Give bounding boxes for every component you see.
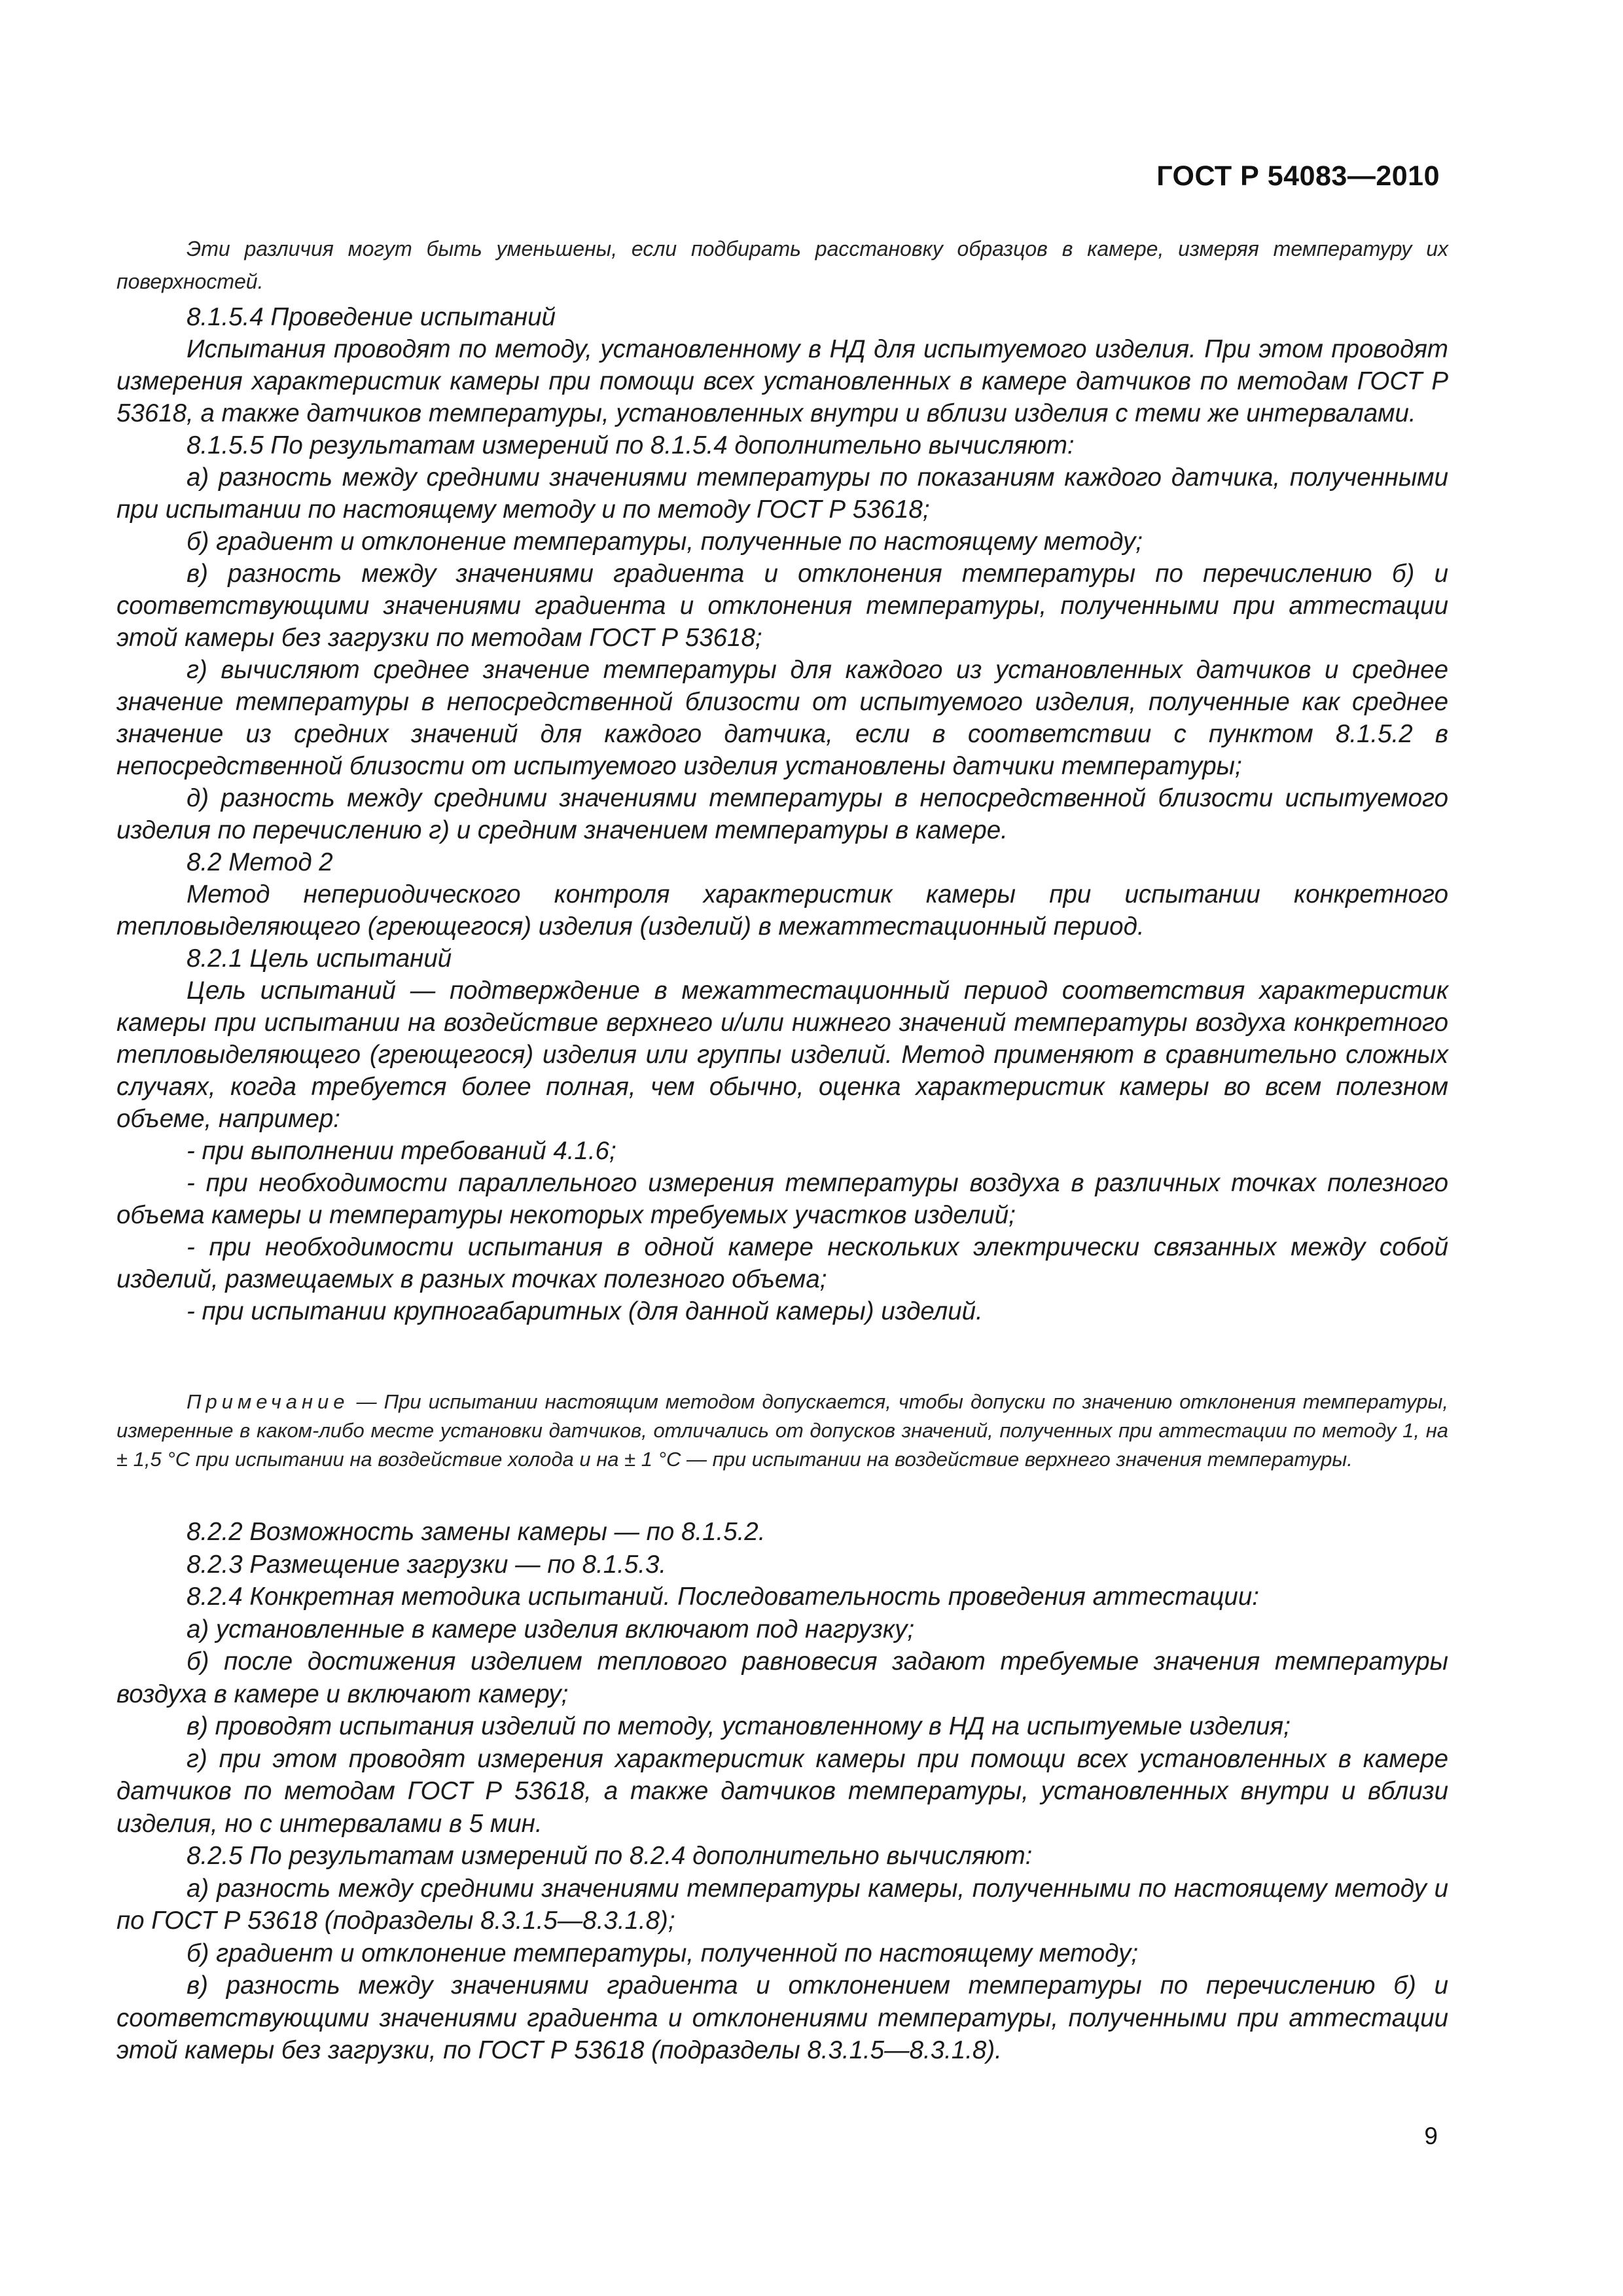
clause-8-1-5-5-heading: 8.1.5.5 По результатам измерений по 8.1.5.4 дополнительно вычисляют: [187,431,1075,459]
clause-8-2-text: Метод непериодического контроля характеристик камеры при испытании конкретного тепловыделяющего (греющегося) изделия (изделий) в межаттестационный период. [116,880,1448,941]
dash-item: - при необходимости параллельного измерения температуры воздуха в различных точках полезного объема камеры и температуры некоторых требуемых участков изделий; [116,1169,1448,1229]
clause-8-2-4-heading: 8.2.4 Конкретная методика испытаний. Последовательность проведения аттестации: [187,1583,1259,1611]
list-item-b: б) градиент и отклонение температуры, полученные по настоящему методу; [187,528,1143,556]
list-item-b: б) градиент и отклонение температуры, полученной по настоящему методу; [187,1939,1139,1967]
list-item-a: а) установленные в камере изделия включают под нагрузку; [187,1615,915,1643]
clause-8-1-5-4-text: Испытания проводят по методу, установленному в НД для испытуемого изделия. При этом проводят измерения характеристик камеры при помощи всех установленных в камере датчиков по методам ГОСТ Р 53618, а также датчиков температуры, установленных внутри и вблизи изделия с теми же интервалами. [116,335,1448,427]
main-section [116,301,1448,1327]
standard-header: ГОСТ Р 54083—2010 [1156,160,1440,192]
list-item-d: д) разность между средними значениями температуры в непосредственной близости испытуемого изделия по перечислению г) и средним значением температуры в камере. [116,784,1448,844]
note-text: — При испытании настоящим методом допускается, чтобы допуски по значению отклонения температуры, измеренные в каком-либо месте установки датчиков, отличались от допусков значений, полученных при аттестации по методу 1, на ± 1,5 °С при испытании на воздействие холода и на ± 1 °С — при испытании на воздействие верхнего значения температуры. [116,1390,1448,1471]
list-item-a: а) разность между средними значениями температуры по показаниям каждого датчика, полученными при испытании по настоящему методу и по методу ГОСТ Р 53618; [116,463,1448,524]
note-section [116,1388,1448,1474]
intro-section [116,232,1448,298]
list-item-g: г) при этом проводят измерения характеристик камеры при помощи всех установленных в камере датчиков по методам ГОСТ Р 53618, а также датчиков температуры, установленных внутри и вблизи изделия, но с интервалами в 5 мин. [116,1744,1448,1838]
dash-item: - при испытании крупногабаритных (для данной камеры) изделий. [187,1297,983,1325]
note-label: Примечание [187,1390,349,1413]
list-item-v: в) разность между значениями градиента и отклонением температуры по перечислению б) и соответствующими значениями градиента и отклонениями температуры, полученными при аттестации этой камеры без загрузки, по ГОСТ Р 53618 (подразделы 8.3.1.5—8.3.1.8). [116,1971,1448,2064]
clause-8-2-3: 8.2.3 Размещение загрузки — по 8.1.5.3. [187,1550,667,1579]
note-paragraph [116,1388,1448,1474]
list-item-a: а) разность между средними значениями температуры камеры, полученными по настоящему методу и по ГОСТ Р 53618 (подразделы 8.3.1.5—8.3.1.8); [116,1874,1448,1935]
clause-8-2-heading: 8.2 Метод 2 [187,848,333,876]
list-item-v: в) проводят испытания изделий по методу, установленному в НД на испытуемые изделия; [187,1712,1291,1740]
list-item-b: б) после достижения изделием теплового равновесия задают требуемые значения температуры воздуха в камере и включают камеру; [116,1647,1448,1708]
dash-item: - при выполнении требований 4.1.6; [187,1137,616,1165]
dash-item: - при необходимости испытания в одной камере нескольких электрически связанных между собой изделий, размещаемых в разных точках полезного объема; [116,1233,1448,1293]
clause-8-2-5-heading: 8.2.5 По результатам измерений по 8.2.4 дополнительно вычисляют: [187,1842,1033,1870]
clause-8-2-2: 8.2.2 Возможность замены камеры — по 8.1.5.2. [187,1518,766,1546]
list-item-g: г) вычисляют среднее значение температуры для каждого из установленных датчиков и среднее значение температуры в непосредственной близости от испытуемого изделия, полученные как среднее значение из средних значений для каждого датчика, если в соответствии с пунктом 8.1.5.2 в непосредственной близости от испытуемого изделия установлены датчики температуры; [116,656,1448,780]
clause-8-2-1-text: Цель испытаний — подтверждение в межаттестационный период соответствия характеристик камеры при испытании на воздействие верхнего и/или нижнего значений температуры воздуха конкретного тепловыделяющего (греющегося) изделия или группы изделий. Метод применяют в сравнительно сложных случаях, когда требуется более полная, чем обычно, оценка характеристик камеры во всем полезном объеме, например: [116,977,1448,1133]
page-number: 9 [1424,2123,1438,2149]
intro-paragraph: Эти различия могут быть уменьшены, если подбирать расстановку образцов в камере, измеряя температуру их поверхностей. [116,237,1448,293]
method-2-section [116,1516,1448,2067]
clause-8-1-5-4-heading: 8.1.5.4 Проведение испытаний [187,303,556,331]
list-item-v: в) разность между значениями градиента и отклонения температуры по перечислению б) и соответствующими значениями градиента и отклонения температуры, полученными при аттестации этой камеры без загрузки по методам ГОСТ Р 53618; [116,560,1448,652]
clause-8-2-1-heading: 8.2.1 Цель испытаний [187,944,452,973]
